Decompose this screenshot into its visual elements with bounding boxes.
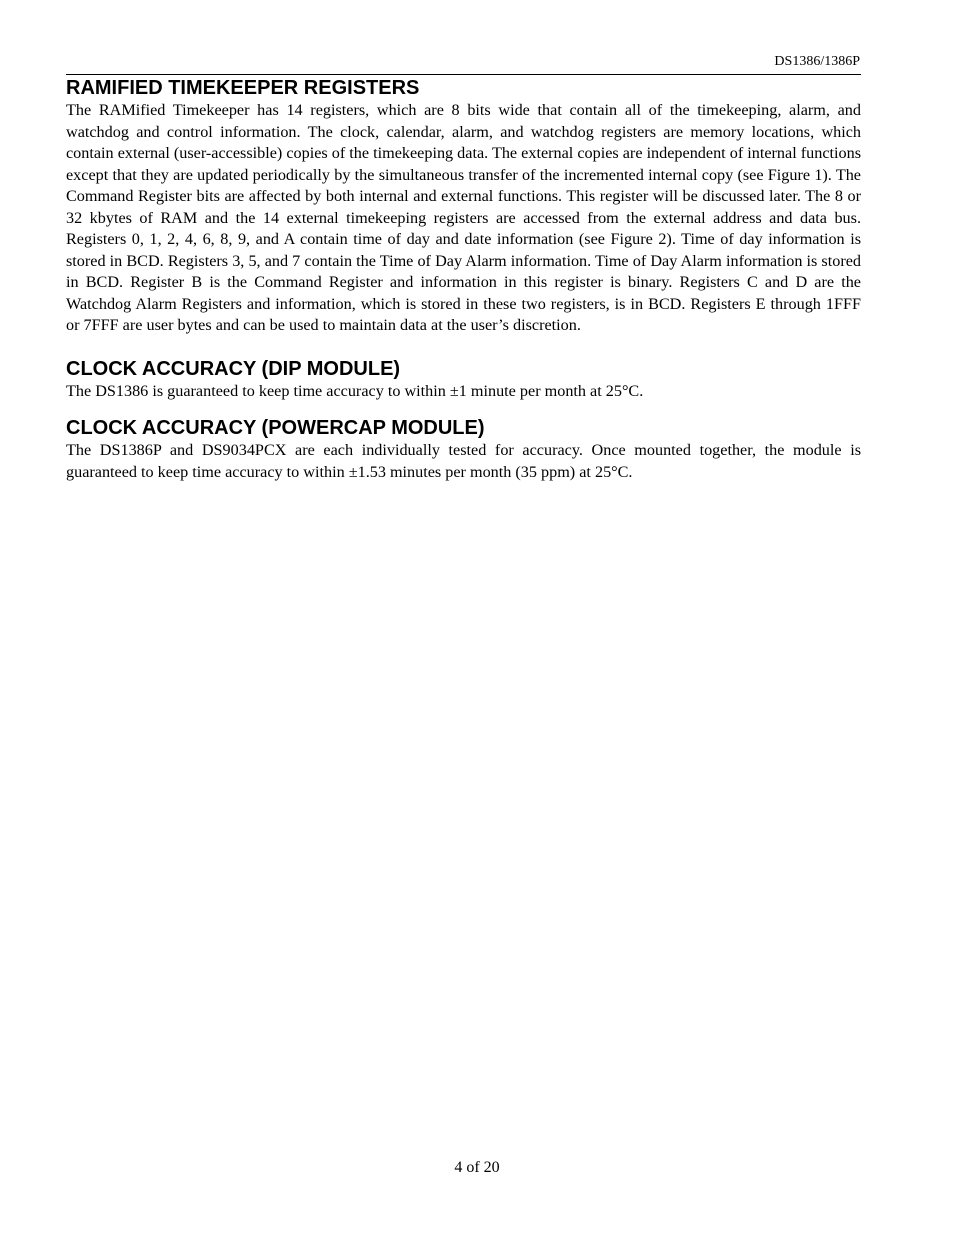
page-number: 4 of 20 — [454, 1159, 500, 1176]
section-heading: RAMIFIED TIMEKEEPER REGISTERS — [66, 77, 420, 99]
section-heading: CLOCK ACCURACY (POWERCAP MODULE) — [66, 417, 485, 439]
section-body: The RAMified Timekeeper has 14 registers, which are 8 bits wide that contain all of the timekeeping, alarm, and watchdog and control information. The clock, calendar, alarm, and watchdog registers are memory locations, which contain external (user-accessible) copies of the timekeeping data. The external copies are independent of internal functions except that they are updated periodically by the simultaneous transfer of the incremented internal copy (see Figure 1). The Command Register bits are affected by both internal and external functions. This register will be discussed later. The 8 or 32 kbytes of RAM and the 14 external timekeeping registers are accessed from the external address and data bus. Registers 0, 1, 2, 4, 6, 8, 9, and A contain time of day and date information (see Figure 2). Time of day information is stored in BCD. Registers 3, 5, and 7 contain the Time of Day Alarm information. Time of Day Alarm information is stored in BCD. Register B is the Command Register and information in this register is binary. Registers C and D are the Watchdog Alarm Registers and information, which is stored in these two registers, is in BCD. Registers E through 1FFF or 7FFF are user bytes and can be used to maintain data at the user’s discretion. — [66, 101, 861, 334]
running-header: DS1386/1386P — [774, 54, 860, 69]
section-body: The DS1386P and DS9034PCX are each individually tested for accuracy. Once mounted together, the module is guaranteed to keep time accuracy to within ±1.53 minutes per month (35 ppm) at 25°C. — [66, 441, 861, 481]
section-clock-accuracy-powercap — [66, 416, 861, 483]
header-rule — [66, 74, 861, 75]
page-content — [66, 76, 861, 483]
section-heading: CLOCK ACCURACY (DIP MODULE) — [66, 357, 401, 380]
section-clock-accuracy-dip — [66, 357, 861, 403]
section-body: The DS1386 is guaranteed to keep time accuracy to within ±1 minute per month at 25°C. — [66, 381, 644, 400]
section-ramified-timekeeper-registers — [66, 76, 861, 337]
